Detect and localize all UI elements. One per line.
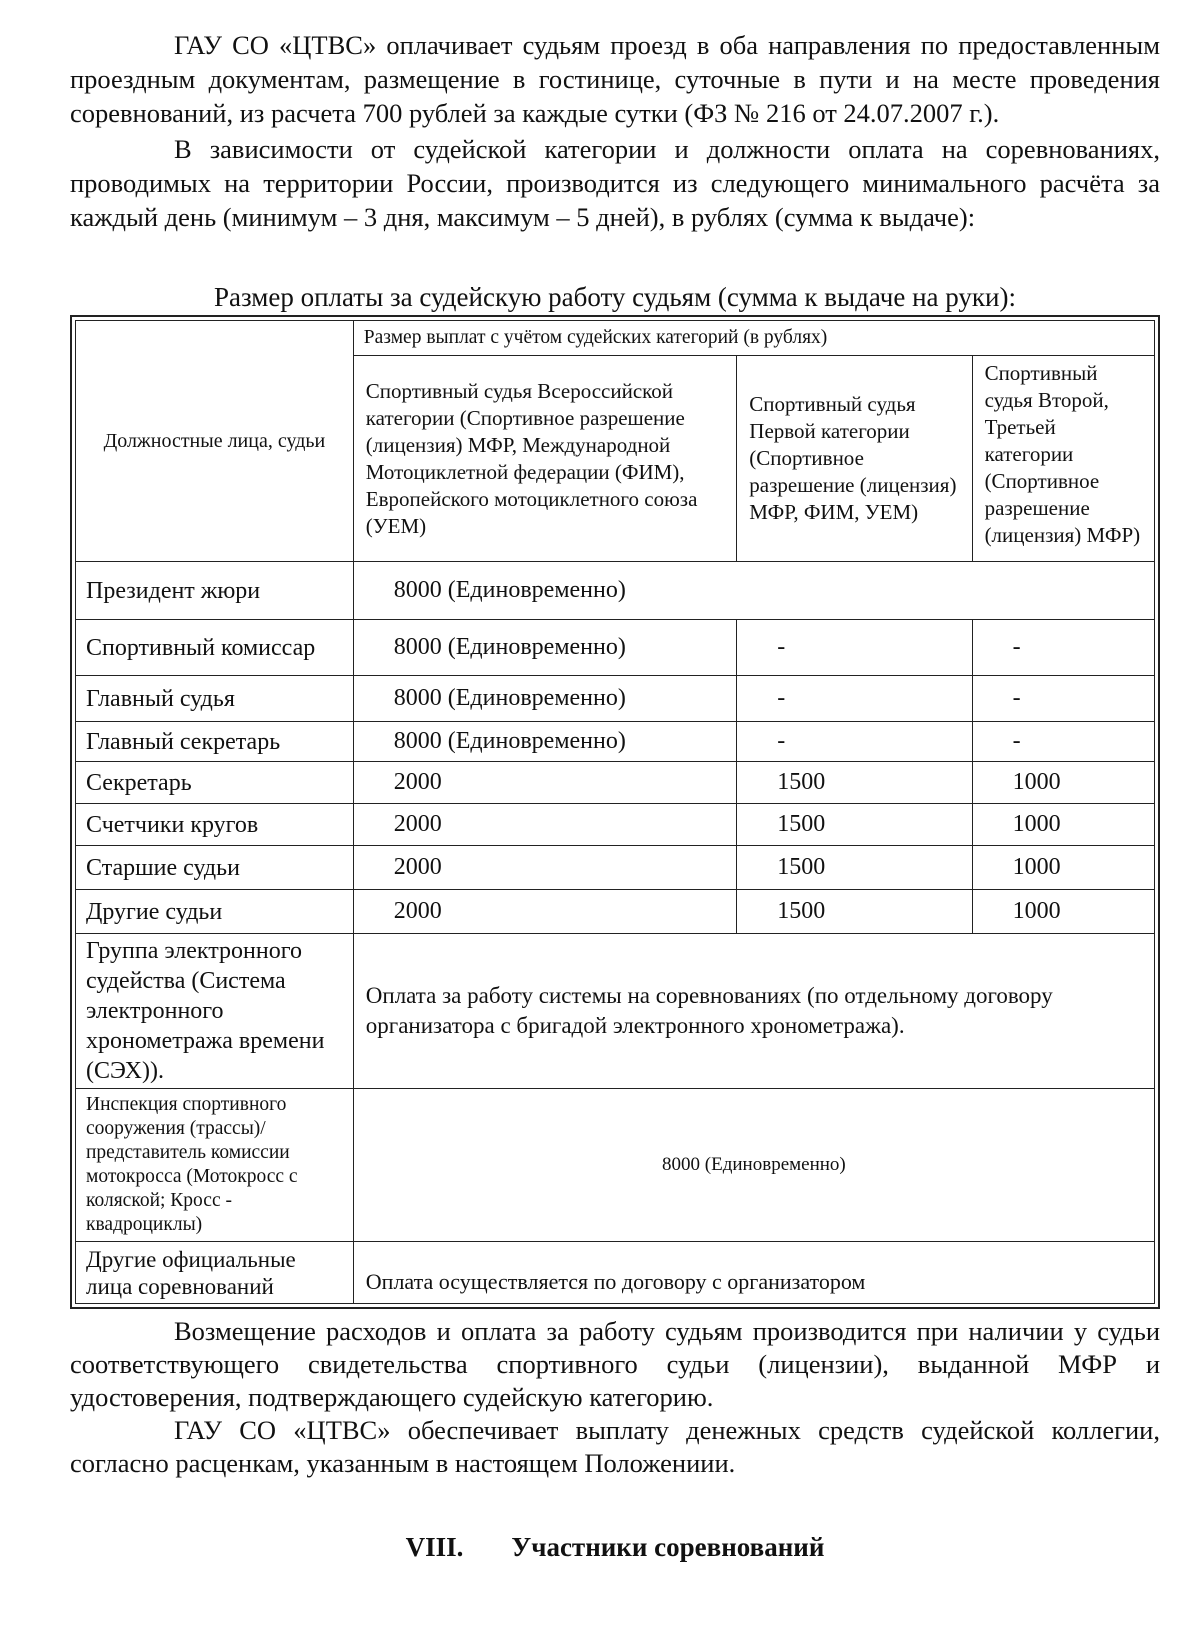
row-role: Инспекция спортивного сооружения (трассы)/ представитель комиссии мотокросса (Мотокросс с коляской; Кросс - квадроциклы) xyxy=(76,1089,354,1242)
row-value: 8000 (Единовременно) xyxy=(353,562,1154,620)
row-value-cat2: 1500 xyxy=(737,762,972,804)
table-header-row xyxy=(76,321,1155,356)
row-role: Счетчики кругов xyxy=(76,804,354,846)
intro-paragraph-1: ГАУ СО «ЦТВС» оплачивает судьям проезд в оба направления по предоставленным проездным документам, размещение в гостинице, суточные в пути и на месте проведения соревнований, из расчета 700 рублей за каждые сутки (ФЗ № 216 от 24.07.2007 г.). xyxy=(70,30,1160,128)
section-number: VIII. xyxy=(405,1532,464,1562)
document-page xyxy=(70,28,1160,1563)
row-value-cat1: 8000 (Единовременно) xyxy=(353,620,737,676)
row-role: Секретарь xyxy=(76,762,354,804)
table-row xyxy=(76,722,1155,762)
row-note: Оплата осуществляется по договору с организатором xyxy=(353,1242,1154,1304)
row-value-cat3: 1000 xyxy=(972,804,1154,846)
row-role: Другие официальные лица соревнований xyxy=(76,1242,354,1304)
row-value-cat1: 2000 xyxy=(353,890,737,934)
header-category-1: Спортивный судья Всероссийской категории (Спортивное разрешение (лицензия) МФР, Международной Мотоциклетной федерации (ФИМ), Европейского мотоциклетного союза (УЕМ) xyxy=(353,356,737,562)
row-value-cat1: 2000 xyxy=(353,846,737,890)
row-value-cat2: - xyxy=(737,722,972,762)
table-row xyxy=(76,762,1155,804)
table-caption: Размер оплаты за судейскую работу судьям (сумма к выдаче на руки): xyxy=(213,282,1016,312)
row-value-cat3: - xyxy=(972,620,1154,676)
row-role: Спортивный комиссар xyxy=(76,620,354,676)
table-row xyxy=(76,890,1155,934)
header-group: Размер выплат с учётом судейских категорий (в рублях) xyxy=(353,321,1154,356)
table-row xyxy=(76,804,1155,846)
row-value-cat2: 1500 xyxy=(737,890,972,934)
row-value-cat3: 1000 xyxy=(972,846,1154,890)
outro-paragraph-1: Возмещение расходов и оплата за работу судьям производится при наличии у судьи соответствующего свидетельства спортивного судьи (лицензии), выданной МФР и удостоверения, подтверждающего судейскую категорию. xyxy=(70,1316,1160,1412)
section-title: Участники соревнований xyxy=(511,1532,825,1562)
header-category-3: Спортивный судья Второй, Третьей категории (Спортивное разрешение (лицензия) МФР) xyxy=(972,356,1154,562)
row-role: Главный секретарь xyxy=(76,722,354,762)
row-value-cat3: 1000 xyxy=(972,762,1154,804)
intro-paragraph-2: В зависимости от судейской категории и должности оплата на соревнованиях, проводимых на территории России, производится из следующего минимального расчёта за каждый день (минимум – 3 дня, максимум – 5 дней), в рублях (сумма к выдаче): xyxy=(70,134,1160,232)
row-role: Президент жюри xyxy=(76,562,354,620)
table-row xyxy=(76,676,1155,722)
outro-paragraph-2: ГАУ СО «ЦТВС» обеспечивает выплату денежных средств судейской коллегии, согласно расценкам, указанным в настоящем Положениии. xyxy=(70,1415,1160,1478)
row-note: Оплата за работу системы на соревнованиях (по отдельному договору организатора с бригадой электронного хронометража). xyxy=(353,934,1154,1089)
row-role: Другие судьи xyxy=(76,890,354,934)
payment-table xyxy=(75,320,1155,1304)
row-value-cat2: 1500 xyxy=(737,846,972,890)
row-role: Группа электронного судейства (Система электронного хронометража времени (СЭХ)). xyxy=(76,934,354,1089)
row-value-cat2: 1500 xyxy=(737,804,972,846)
table-row xyxy=(76,1242,1155,1304)
table-row xyxy=(76,846,1155,890)
table-row xyxy=(76,1089,1155,1242)
row-value-cat3: 1000 xyxy=(972,890,1154,934)
row-note: 8000 (Единовременно) xyxy=(353,1089,1154,1242)
row-value-cat2: - xyxy=(737,620,972,676)
row-value-cat2: - xyxy=(737,676,972,722)
payment-table-frame xyxy=(70,315,1160,1309)
row-value-cat1: 2000 xyxy=(353,762,737,804)
header-category-2: Спортивный судья Первой категории (Спортивное разрешение (лицензия) МФР, ФИМ, УЕМ) xyxy=(737,356,972,562)
row-value-cat3: - xyxy=(972,722,1154,762)
header-role-column: Должностные лица, судьи xyxy=(76,321,354,562)
section-heading xyxy=(70,1532,1160,1563)
row-value-cat1: 8000 (Единовременно) xyxy=(353,722,737,762)
row-value-cat1: 2000 xyxy=(353,804,737,846)
row-role: Старшие судьи xyxy=(76,846,354,890)
table-row xyxy=(76,562,1155,620)
row-value-cat3: - xyxy=(972,676,1154,722)
table-row xyxy=(76,620,1155,676)
row-role: Главный судья xyxy=(76,676,354,722)
table-row xyxy=(76,934,1155,1089)
row-value-cat1: 8000 (Единовременно) xyxy=(353,676,737,722)
